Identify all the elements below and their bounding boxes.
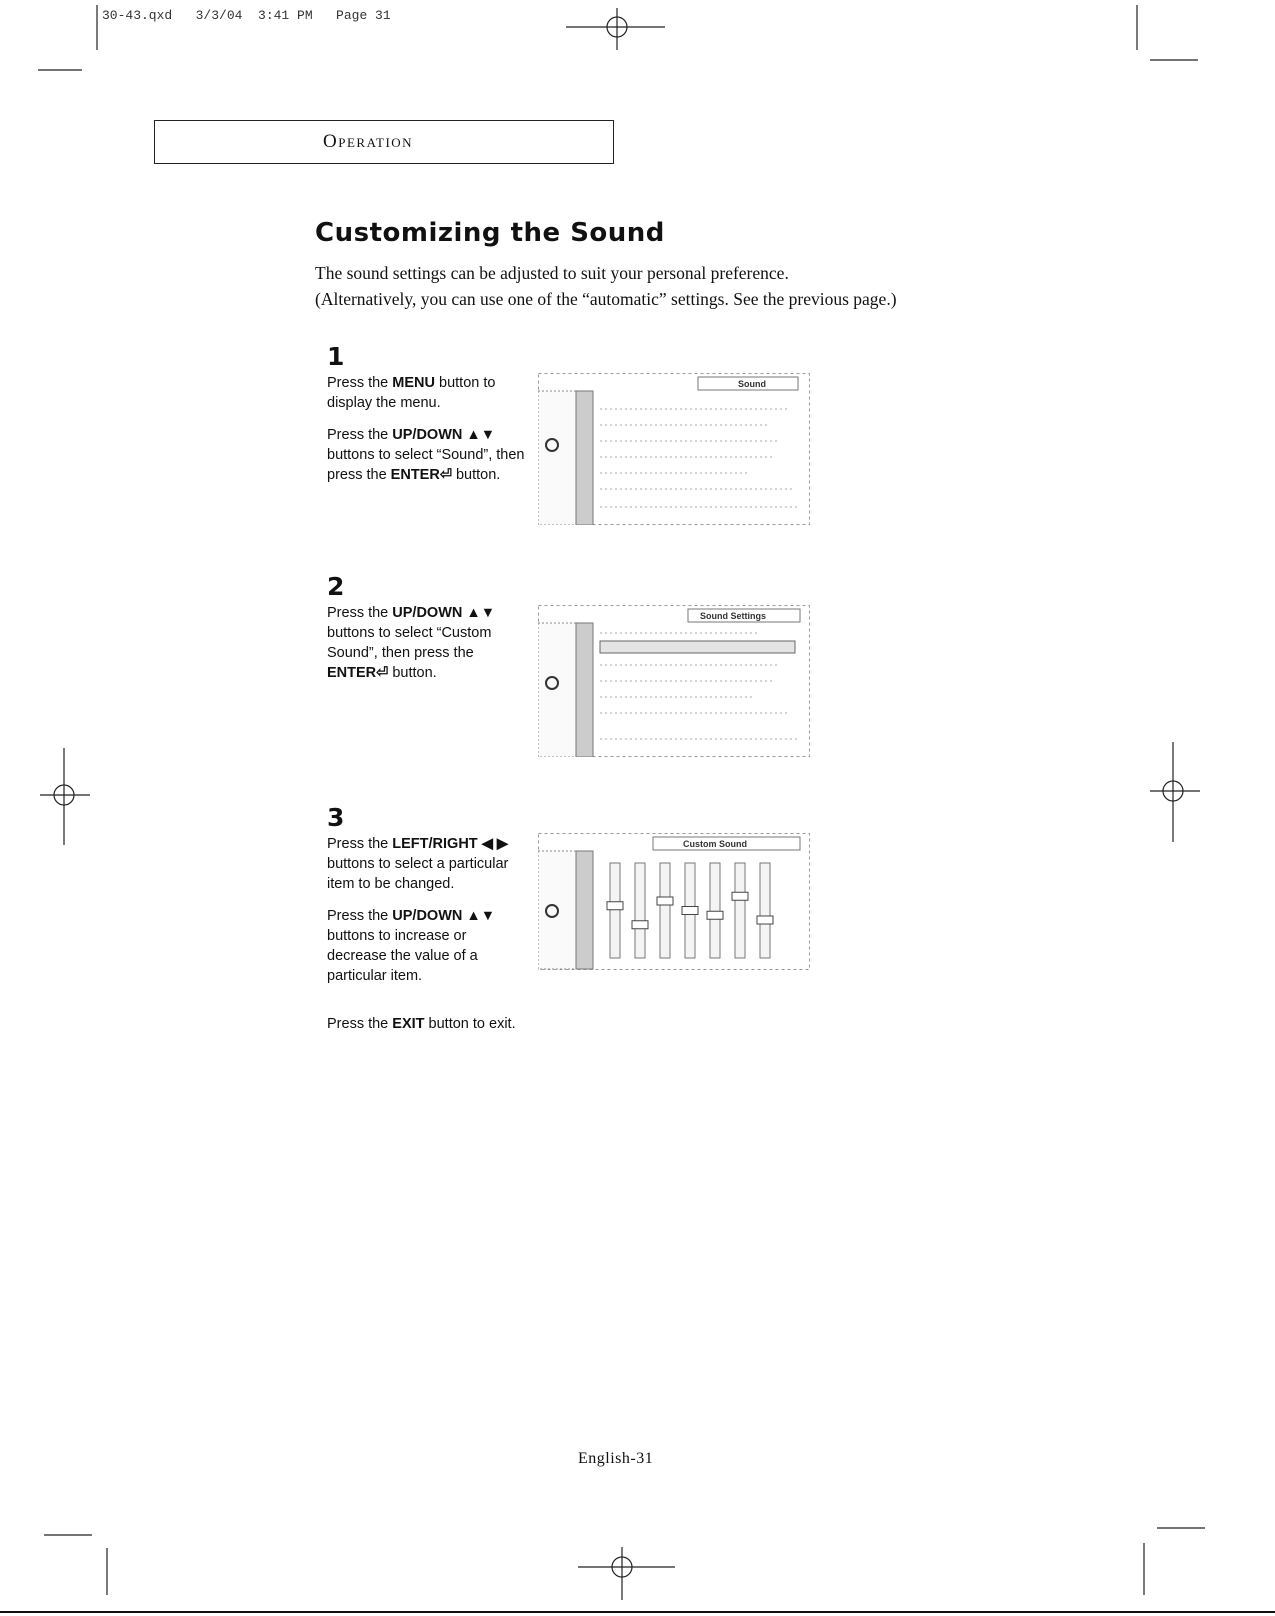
eq-slider-knob xyxy=(657,897,673,905)
eq-slider-knob xyxy=(607,902,623,910)
eq-slider-track xyxy=(710,863,720,958)
osd-title: Sound Settings xyxy=(700,611,766,621)
osd-selected-row xyxy=(600,641,795,653)
intro-line-2: (Alternatively, you can use one of the “automatic” settings. See the previous page.) xyxy=(315,289,897,309)
menu-screenshot-sound-settings xyxy=(538,605,810,757)
eq-slider-knob xyxy=(707,911,723,919)
osd-title: Custom Sound xyxy=(683,839,747,849)
menu-screenshot-sound xyxy=(538,373,810,525)
page-title: Customizing the Sound xyxy=(315,218,665,248)
exit-instruction: Press the EXIT button to exit. xyxy=(327,1016,516,1032)
osd-screen xyxy=(538,605,810,757)
eq-slider-knob xyxy=(632,921,648,929)
step-3-text: Press the LEFT/RIGHT ◀ ▶ buttons to select a particular item to be changed. Press the UP/DOWN ▲▼ buttons to increase or decrease the value of a particular item. xyxy=(327,836,509,984)
osd-screen xyxy=(538,833,810,983)
eq-slider-track xyxy=(635,863,645,958)
step-2-text: Press the UP/DOWN ▲▼ buttons to select “Custom Sound”, then press the ENTER⏎ button. xyxy=(327,605,496,681)
eq-slider-knob xyxy=(757,916,773,924)
step-1-text: Press the MENU button to display the menu. Press the UP/DOWN ▲▼ buttons to select “Sound”, then press the ENTER⏎ button. xyxy=(327,375,525,483)
eq-slider-track xyxy=(735,863,745,958)
eq-slider-knob xyxy=(682,907,698,915)
intro-line-1: The sound settings can be adjusted to suit your personal preference. xyxy=(315,263,789,283)
page-number: English-31 xyxy=(578,1450,654,1467)
eq-slider-track xyxy=(660,863,670,958)
section-title: Operation xyxy=(323,131,414,152)
menu-screenshot-custom-sound xyxy=(538,833,810,983)
step-number: 3 xyxy=(327,803,345,832)
step-number: 1 xyxy=(327,342,345,371)
print-slug: 30-43.qxd 3/3/04 3:41 PM Page 31 xyxy=(102,8,391,23)
eq-slider-track xyxy=(760,863,770,958)
step-number: 2 xyxy=(327,572,345,601)
osd-screen xyxy=(538,373,810,525)
eq-slider-track xyxy=(610,863,620,958)
eq-slider-knob xyxy=(732,892,748,900)
section-header-box xyxy=(154,120,614,164)
osd-title: Sound xyxy=(738,379,766,389)
